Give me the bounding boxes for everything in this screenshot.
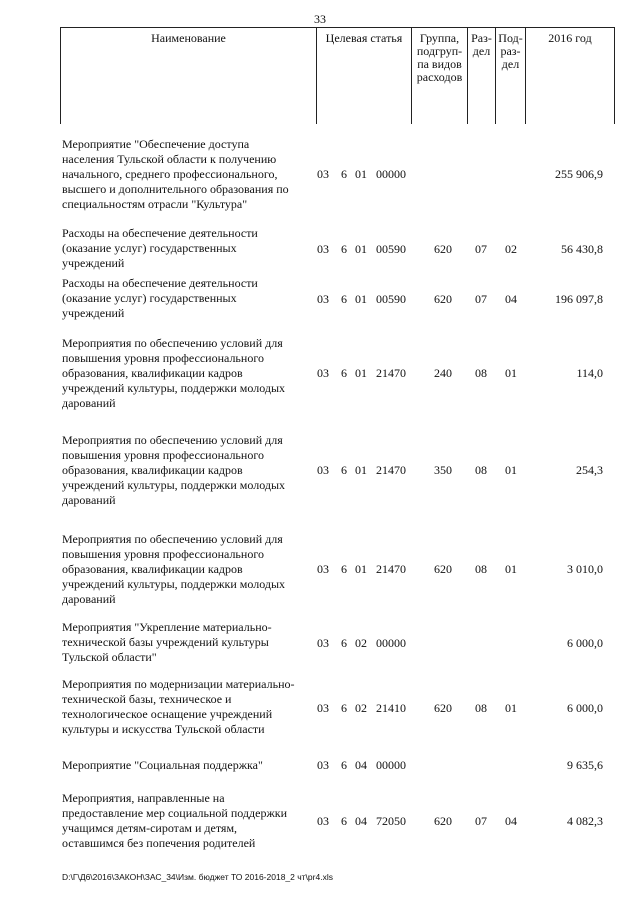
code-subprogram: 6 (341, 814, 347, 828)
code-event: 04 (355, 814, 367, 828)
code-program: 03 (317, 292, 329, 306)
amount: 6 000,0 (567, 636, 603, 650)
section: 08 (475, 463, 487, 477)
code-program: 03 (317, 366, 329, 380)
amount: 6 000,0 (567, 701, 603, 715)
code-program: 03 (317, 242, 329, 256)
code-program: 03 (317, 562, 329, 576)
code-program: 03 (317, 758, 329, 772)
code-event: 01 (355, 292, 367, 306)
code-direction: 21470 (376, 463, 406, 477)
section: 08 (475, 366, 487, 380)
code-subprogram: 6 (341, 292, 347, 306)
header-expense-group: Группа, подгруп- па видов расходов (412, 28, 468, 124)
subsection: 01 (505, 701, 517, 715)
code-subprogram: 6 (341, 463, 347, 477)
code-subprogram: 6 (341, 366, 347, 380)
amount: 254,3 (576, 463, 603, 477)
row-name: Мероприятие "Социальная поддержка" (62, 758, 263, 772)
code-event: 01 (355, 463, 367, 477)
section: 07 (475, 242, 487, 256)
subsection: 01 (505, 463, 517, 477)
code-subprogram: 6 (341, 758, 347, 772)
code-direction: 21410 (376, 701, 406, 715)
subsection: 01 (505, 562, 517, 576)
code-event: 01 (355, 242, 367, 256)
code-direction: 00000 (376, 758, 406, 772)
code-subprogram: 6 (341, 636, 347, 650)
expense-group: 620 (434, 562, 452, 576)
header-subsection: Под- раз- дел (496, 28, 526, 124)
amount: 255 906,9 (555, 167, 603, 181)
subsection: 04 (505, 814, 517, 828)
section: 07 (475, 814, 487, 828)
row-name: Расходы на обеспечение деятельности (оказание услуг) государственных учреждений (62, 276, 258, 320)
code-direction: 72050 (376, 814, 406, 828)
row-name: Мероприятия по обеспечению условий для повышения уровня профессионального образования, квалификации кадров учреждений культуры, поддержки молодых дарований (62, 336, 286, 410)
code-event: 01 (355, 562, 367, 576)
expense-group: 350 (434, 463, 452, 477)
header-target-article: Целевая статья (317, 28, 412, 124)
row-name: Мероприятия "Укрепление материально- технической базы учреждений культуры Тульской области" (62, 620, 272, 664)
expense-group: 620 (434, 242, 452, 256)
code-direction: 00000 (376, 167, 406, 181)
code-subprogram: 6 (341, 242, 347, 256)
header-section: Раз- дел (468, 28, 496, 124)
code-program: 03 (317, 167, 329, 181)
code-subprogram: 6 (341, 167, 347, 181)
code-subprogram: 6 (341, 562, 347, 576)
code-event: 02 (355, 701, 367, 715)
table-header (60, 27, 615, 124)
expense-group: 620 (434, 814, 452, 828)
code-subprogram: 6 (341, 701, 347, 715)
code-event: 01 (355, 366, 367, 380)
row-name: Мероприятия по обеспечению условий для повышения уровня профессионального образования, квалификации кадров учреждений культуры, поддержки молодых дарований (62, 433, 286, 507)
subsection: 04 (505, 292, 517, 306)
row-name: Мероприятия по модернизации материально- технической базы, техническое и технологическое оснащение учреждений культуры и искусства Тульской области (62, 677, 295, 736)
header-name: Наименование (61, 28, 317, 124)
row-name: Мероприятия по обеспечению условий для повышения уровня профессионального образования, квалификации кадров учреждений культуры, поддержки молодых дарований (62, 532, 286, 606)
amount: 56 430,8 (561, 242, 603, 256)
section: 08 (475, 562, 487, 576)
expense-group: 240 (434, 366, 452, 380)
footer-file-path: D:\Г\Д6\2016\ЗАКОН\ЗАС_34\Изм. бюджет ТО 2016-2018_2 чт\pr4.xls (62, 872, 333, 882)
row-name: Мероприятие "Обеспечение доступа населения Тульской области к получению начального, среднего профессионального, высшего и дополнительного образования по специальностям отрасли "Культура" (62, 137, 289, 211)
row-name: Мероприятия, направленные на предоставление мер социальной поддержки учащимся детям-сиротам и детям, оставшимся без попечения родителей (62, 791, 288, 850)
code-direction: 00000 (376, 636, 406, 650)
code-direction: 21470 (376, 562, 406, 576)
expense-group: 620 (434, 701, 452, 715)
code-direction: 00590 (376, 242, 406, 256)
code-program: 03 (317, 814, 329, 828)
code-program: 03 (317, 701, 329, 715)
expense-group: 620 (434, 292, 452, 306)
code-event: 02 (355, 636, 367, 650)
row-name: Расходы на обеспечение деятельности (оказание услуг) государственных учреждений (62, 226, 258, 270)
page-number: 33 (314, 12, 326, 26)
code-event: 04 (355, 758, 367, 772)
code-program: 03 (317, 636, 329, 650)
section: 07 (475, 292, 487, 306)
code-program: 03 (317, 463, 329, 477)
code-direction: 21470 (376, 366, 406, 380)
subsection: 01 (505, 366, 517, 380)
amount: 3 010,0 (567, 562, 603, 576)
code-event: 01 (355, 167, 367, 181)
amount: 4 082,3 (567, 814, 603, 828)
header-year: 2016 год (548, 31, 592, 45)
amount: 114,0 (576, 366, 603, 380)
subsection: 02 (505, 242, 517, 256)
amount: 9 635,6 (567, 758, 603, 772)
section: 08 (475, 701, 487, 715)
code-direction: 00590 (376, 292, 406, 306)
amount: 196 097,8 (555, 292, 603, 306)
